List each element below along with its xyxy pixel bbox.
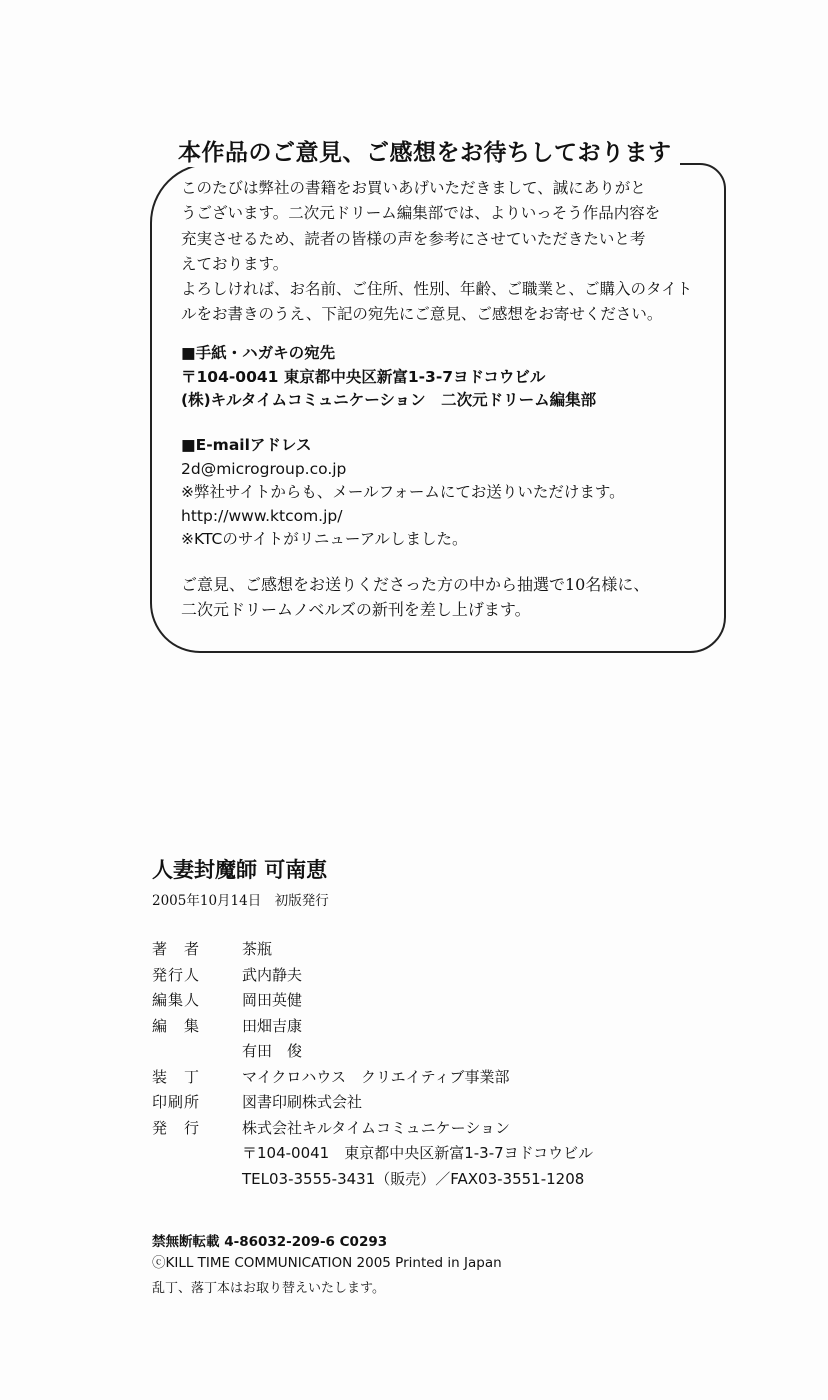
credit-row: [152, 1065, 593, 1091]
mail-heading: ■手紙・ハガキの宛先: [181, 344, 336, 362]
credit-row: [152, 988, 593, 1014]
credits-list: [152, 937, 593, 1192]
mail-section: [181, 342, 711, 413]
intro-line: 充実させるため、読者の皆様の声を参考にさせていただきたいと考: [181, 229, 646, 248]
copyright-line: ⓒKILL TIME COMMUNICATION 2005 Printed in Japan: [152, 1255, 502, 1271]
email-section: [181, 434, 711, 552]
credit-row: [152, 963, 593, 989]
intro-line: よろしければ、お名前、ご住所、性別、年齢、ご職業と、ご購入のタイト: [181, 280, 693, 299]
credit-value: 茶瓶: [242, 940, 273, 958]
credit-row: [152, 1116, 593, 1142]
credit-role: 発 行: [152, 1118, 201, 1137]
book-title: 人妻封魔師 可南恵: [152, 858, 328, 882]
credit-value: 岡田英健: [242, 991, 303, 1009]
credit-value: マイクロハウス クリエイティブ事業部: [242, 1067, 510, 1086]
isbn-line: 禁無断転載 4-86032-209-6 C0293: [152, 1234, 388, 1250]
site-url: http://www.ktcom.jp/: [181, 506, 343, 525]
feedback-intro: [181, 176, 711, 328]
credit-value: 田畑吉康: [242, 1016, 303, 1035]
lottery-line: ご意見、ご感想をお送りくださった方の中から抽選で10名様に、: [181, 575, 650, 594]
credit-row: [152, 1014, 593, 1040]
lottery-line: 二次元ドリームノベルズの新刊を差し上げます。: [181, 600, 531, 619]
credit-row: [152, 937, 593, 963]
credit-role: 編集人: [152, 991, 201, 1009]
credit-role: 印刷所: [152, 1093, 201, 1111]
intro-line: うございます。二次元ドリーム編集部では、よりいっそう作品内容を: [181, 204, 661, 223]
credit-role: 装 丁: [152, 1067, 201, 1086]
credit-role: 編 集: [152, 1016, 201, 1035]
credit-value: TEL03-3555-3431（販売）／FAX03-3551-1208: [242, 1169, 585, 1188]
credit-row: [152, 1167, 593, 1193]
credit-row: [152, 1039, 593, 1065]
intro-line: ルをお書きのうえ、下記の宛先にご意見、ご感想をお寄せください。: [181, 305, 663, 324]
legal-block: [152, 1232, 502, 1299]
email-note: ※弊社サイトからも、メールフォームにてお送りいただけます。: [181, 483, 625, 501]
credit-value: 武内静夫: [242, 965, 303, 984]
credit-value: 株式会社キルタイムコミュニケーション: [242, 1118, 511, 1137]
credit-value: 〒104-0041 東京都中央区新富1-3-7ヨドコウビル: [242, 1144, 594, 1162]
intro-line: えております。: [181, 254, 289, 273]
publication-date: 2005年10月14日 初版発行: [152, 893, 329, 909]
credit-value: 有田 俊: [242, 1042, 303, 1060]
email-heading: ■E-mailアドレス: [181, 436, 312, 454]
credit-value: 図書印刷株式会社: [242, 1093, 363, 1111]
site-note: ※KTCのサイトがリニューアルしました。: [181, 530, 468, 548]
credit-role: 著 者: [152, 940, 201, 958]
feedback-title: 本作品のご意見、ご感想をお待ちしております: [170, 134, 680, 167]
credit-role: 発行人: [152, 965, 201, 984]
credit-row: [152, 1090, 593, 1116]
mail-company: (株)キルタイムコミュニケーション 二次元ドリーム編集部: [181, 391, 597, 409]
replacement-note: 乱丁、落丁本はお取り替えいたします。: [152, 1281, 385, 1296]
mail-address: 〒104-0041 東京都中央区新富1-3-7ヨドコウビル: [181, 367, 546, 386]
lottery-notice: [181, 572, 721, 622]
credit-row: [152, 1141, 593, 1167]
intro-line: このたびは弊社の書籍をお買いあげいただきまして、誠にありがと: [181, 179, 646, 197]
email-address: 2d@microgroup.co.jp: [181, 459, 347, 478]
